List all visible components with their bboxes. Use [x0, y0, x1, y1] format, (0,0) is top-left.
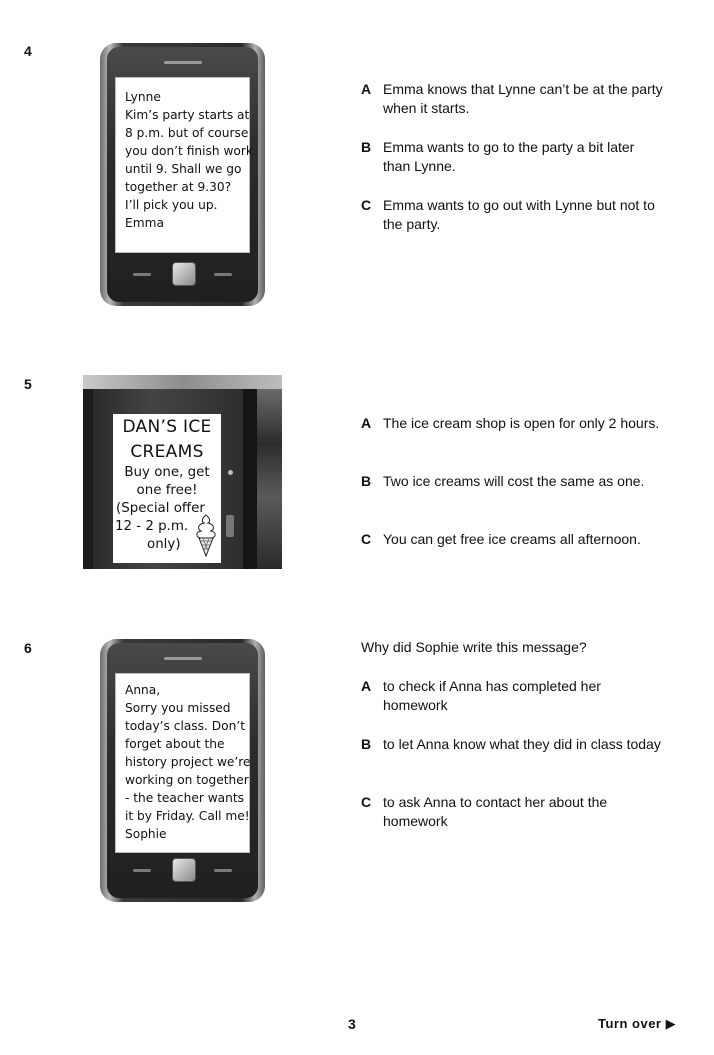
ice-cream-shop-photo — [83, 375, 282, 569]
option-text: to check if Anna has completed her — [383, 678, 601, 694]
text-message-screen — [115, 77, 253, 253]
door-handle-icon — [226, 515, 234, 537]
home-button-icon — [172, 858, 196, 882]
answer-option-a[interactable] — [361, 677, 691, 715]
answer-option-a[interactable] — [361, 80, 691, 118]
option-text: The ice cream shop is open for only 2 hours. — [383, 415, 660, 431]
option-text: Emma wants to go out with Lynne but not to — [383, 197, 655, 213]
text-message-screen — [115, 673, 250, 853]
option-text: Emma wants to go to the party a bit later — [383, 139, 635, 155]
option-text: You can get free ice creams all afternoon. — [383, 531, 641, 547]
option-letter: C — [361, 197, 372, 213]
phone-key-icon — [214, 273, 232, 276]
ice-cream-cone-icon — [193, 513, 219, 557]
message-line: Anna, — [125, 683, 161, 697]
option-letter: B — [361, 139, 372, 155]
sign-line: one free! — [136, 483, 198, 498]
message-line: Lynne — [125, 90, 161, 104]
sign-line: Buy one, get — [124, 465, 210, 480]
option-letter: A — [361, 678, 372, 694]
message-line: it by Friday. Call me! — [125, 809, 250, 823]
sign-line: only) — [147, 537, 181, 552]
option-letter: B — [361, 473, 372, 489]
phone-speaker — [164, 657, 202, 660]
option-text: than Lynne. — [383, 158, 456, 174]
message-line: until 9. Shall we go — [125, 162, 242, 176]
answer-option-b[interactable] — [361, 735, 691, 754]
question-number: 4 — [24, 43, 32, 59]
option-text: the party. — [383, 216, 441, 232]
shop-sign — [113, 414, 221, 563]
phone-image — [100, 639, 265, 902]
answer-option-a[interactable] — [361, 414, 691, 433]
option-letter: A — [361, 415, 372, 431]
answer-option-c[interactable] — [361, 793, 691, 831]
message-line: 8 p.m. but of course — [125, 126, 249, 140]
answer-option-c[interactable] — [361, 530, 691, 549]
phone-key-icon — [133, 869, 151, 872]
option-text: Two ice creams will cost the same as one. — [383, 473, 645, 489]
sign-title: DAN’S ICE — [122, 417, 212, 437]
question-stem: Why did Sophie write this message? — [361, 639, 587, 655]
message-line: history project we’re — [125, 755, 251, 769]
option-text: Emma knows that Lynne can’t be at the party — [383, 81, 663, 97]
option-text: when it starts. — [383, 100, 470, 116]
option-text: homework — [383, 813, 448, 829]
option-text: to ask Anna to contact her about the — [383, 794, 608, 810]
message-line: today’s class. Don’t — [125, 719, 245, 733]
message-line: Sorry you missed — [125, 701, 231, 715]
door-knob-icon — [228, 470, 233, 475]
answer-option-c[interactable] — [361, 196, 691, 234]
phone-key-icon — [133, 273, 151, 276]
phone-image — [100, 43, 265, 306]
message-line: working on together — [125, 773, 249, 787]
turn-over-label: Turn over ▶ — [598, 1016, 677, 1031]
message-line: together at 9.30? — [125, 180, 232, 194]
page-number: 3 — [348, 1016, 356, 1032]
option-letter: C — [361, 531, 372, 547]
answer-option-b[interactable] — [361, 472, 691, 491]
option-letter: C — [361, 794, 372, 810]
message-line: Sophie — [125, 827, 167, 841]
message-line: Kim’s party starts at — [125, 108, 250, 122]
option-letter: B — [361, 736, 372, 752]
option-text: to let Anna know what they did in class today — [383, 736, 661, 752]
message-line: Emma — [125, 216, 164, 230]
sign-line: (Special offer — [116, 501, 205, 516]
question-number: 6 — [24, 640, 32, 656]
phone-key-icon — [214, 869, 232, 872]
phone-speaker — [164, 61, 202, 64]
message-line: you don’t finish work — [125, 144, 253, 158]
message-line: forget about the — [125, 737, 225, 751]
home-button-icon — [172, 262, 196, 286]
message-line: - the teacher wants — [125, 791, 244, 805]
option-letter: A — [361, 81, 372, 97]
question-number: 5 — [24, 376, 32, 392]
sign-line: 12 - 2 p.m. — [115, 519, 189, 534]
answer-option-b[interactable] — [361, 138, 691, 176]
option-text: homework — [383, 697, 448, 713]
sign-title: CREAMS — [130, 442, 204, 462]
message-line: I’ll pick you up. — [125, 198, 218, 212]
